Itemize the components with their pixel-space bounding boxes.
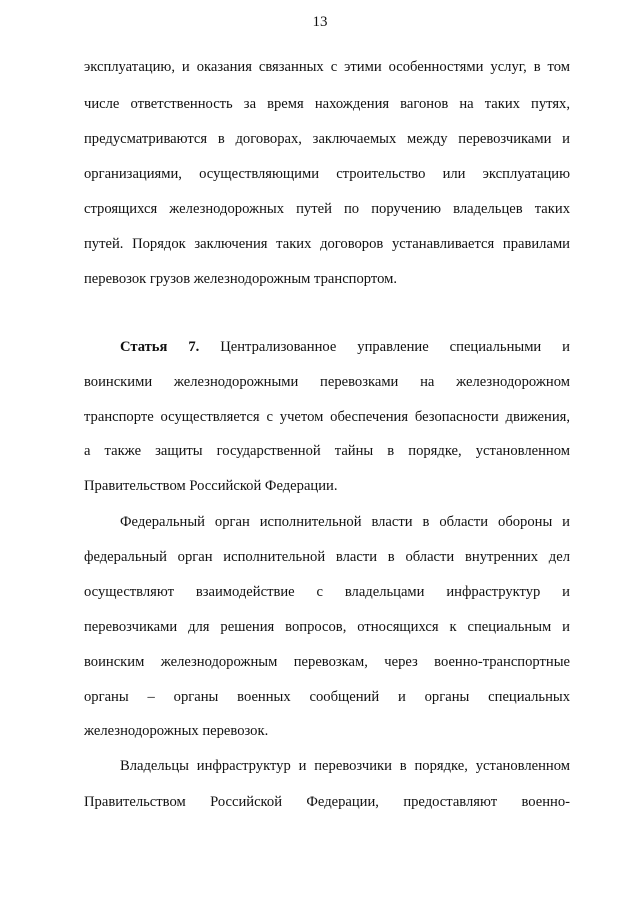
text-line: воинским железнодорожным перевозкам, через военно-транспортные: [84, 654, 570, 670]
text-line: предусматриваются в договорах, заключаемых между перевозчиками и: [84, 131, 570, 147]
text-line: путей. Порядок заключения таких договоров устанавливается правилами: [84, 236, 570, 252]
text-line: Правительством Российской Федерации, предоставляют военно-: [84, 794, 570, 810]
text-line: перевозок грузов железнодорожным транспортом.: [84, 271, 397, 287]
text-line: а также защиты государственной тайны в порядке, установленном: [84, 443, 570, 459]
article-heading: Статья 7.: [120, 339, 200, 355]
text-line: осуществляют взаимодействие с владельцами инфраструктур и: [84, 584, 570, 600]
text-line: строящихся железнодорожных путей по поручению владельцев таких: [84, 201, 570, 217]
text-line: железнодорожных перевозок.: [84, 723, 269, 739]
text-line: организациями, осуществляющими строительство или эксплуатацию: [84, 166, 570, 182]
text-line: Владельцы инфраструктур и перевозчики в порядке, установленном: [120, 758, 570, 774]
text-line: числе ответственность за время нахождения вагонов на таких путях,: [84, 96, 570, 112]
text-line: перевозчиками для решения вопросов, относящихся к специальным и: [84, 619, 570, 635]
text-line: федеральный орган исполнительной власти в области внутренних дел: [84, 549, 570, 565]
text-line: эксплуатацию, и оказания связанных с этими особенностями услуг, в том: [84, 59, 570, 75]
text-line: воинскими железнодорожными перевозками на железнодорожном: [84, 374, 570, 390]
text-line: органы – органы военных сообщений и органы специальных: [84, 689, 570, 705]
text-line: транспорте осуществляется с учетом обеспечения безопасности движения,: [84, 409, 570, 425]
page-number: 13: [312, 14, 328, 30]
article-heading-line: [120, 338, 570, 356]
text-line: Федеральный орган исполнительной власти в области обороны и: [120, 514, 570, 530]
text-fragment: Централизованное управление специальными и: [220, 339, 570, 355]
text-line: Правительством Российской Федерации.: [84, 478, 338, 494]
